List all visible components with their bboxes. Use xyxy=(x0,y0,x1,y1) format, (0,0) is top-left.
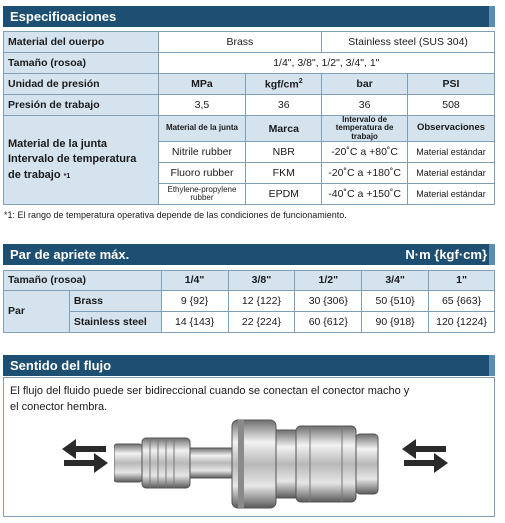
torque-value: 14 {143} xyxy=(161,312,228,333)
torque-size: 1" xyxy=(429,271,495,291)
seal-temp: -20˚C a +180˚C xyxy=(322,163,408,184)
body-material-brass: Brass xyxy=(158,32,322,53)
seal-obs: Material estándar xyxy=(408,142,495,163)
seal-col-temp: Intervalo de temperatura de trabajo xyxy=(322,116,408,142)
quick-coupler-image xyxy=(114,412,394,512)
bidirectional-arrow-icon xyxy=(400,436,450,476)
flow-description: El flujo del fluido puede ser bidireccional cuando se conectan el conector macho y el conector hembra. xyxy=(10,385,410,413)
torque-value: 120 {1224} xyxy=(429,312,495,333)
torque-size: 1/2" xyxy=(295,271,362,291)
body-material-stainless: Stainless steel (SUS 304) xyxy=(322,32,495,53)
torque-size: 3/4" xyxy=(362,271,429,291)
seal-col-obs: Observaciones xyxy=(408,116,495,142)
unit-mpa: MPa xyxy=(158,74,246,95)
pressure-bar: 36 xyxy=(322,95,408,116)
flow-title: Sentido del flujo xyxy=(10,358,112,373)
torque-value: 65 {663} xyxy=(429,291,495,312)
seal-material: Nitrile rubber xyxy=(158,142,246,163)
torque-section-header xyxy=(3,244,495,265)
torque-row-label: Stainless steel xyxy=(69,312,161,333)
seal-col-marca: Marca xyxy=(246,116,322,142)
torque-par-label: Par xyxy=(4,291,70,333)
body-material-label: Material del ouerpo xyxy=(4,32,159,53)
spec-section-header xyxy=(3,6,495,27)
unit-psi: PSI xyxy=(408,74,495,95)
flow-panel xyxy=(3,377,495,517)
seal-material: Ethylene-propylene rubber xyxy=(158,184,246,205)
seal-col-material: Material de la junta xyxy=(158,116,246,142)
spec-table xyxy=(3,31,495,205)
seal-marca: NBR xyxy=(246,142,322,163)
torque-unit: N·m {kgf·cm} xyxy=(405,247,487,262)
torque-row-label: Brass xyxy=(69,291,161,312)
torque-table xyxy=(3,270,495,333)
seal-marca: FKM xyxy=(246,163,322,184)
size-label: Tamaño (rosoa) xyxy=(4,53,159,74)
footnote: *1: El rango de temperatura operativa depende de las condiciones de funcionamiento. xyxy=(4,210,347,220)
pressure-kgf: 36 xyxy=(246,95,322,116)
torque-value: 9 {92} xyxy=(161,291,228,312)
seal-material: Fluoro rubber xyxy=(158,163,246,184)
torque-title: Par de apriete máx. xyxy=(10,247,130,262)
torque-size: 1/4" xyxy=(161,271,228,291)
pressure-mpa: 3,5 xyxy=(158,95,246,116)
seal-temp: -20˚C a +80˚C xyxy=(322,142,408,163)
seal-temp: -40˚C a +150˚C xyxy=(322,184,408,205)
pressure-unit-label: Unidad de presión xyxy=(4,74,159,95)
torque-size: 3/8" xyxy=(228,271,295,291)
torque-size-label: Tamaño (rosoa) xyxy=(4,271,162,291)
working-pressure-label: Presión de trabajo xyxy=(4,95,159,116)
unit-bar: bar xyxy=(322,74,408,95)
torque-value: 12 {122} xyxy=(228,291,295,312)
pressure-psi: 508 xyxy=(408,95,495,116)
flow-section-header xyxy=(3,355,495,376)
seal-label: Material de la junta Intervalo de temperatura de trabajo *1 xyxy=(4,116,159,205)
unit-kgf: kgf/$cm^2$ xyxy=(246,74,322,95)
torque-value: 30 {306} xyxy=(295,291,362,312)
torque-value: 90 {918} xyxy=(362,312,429,333)
seal-obs: Material estándar xyxy=(408,163,495,184)
seal-obs: Material estándar xyxy=(408,184,495,205)
torque-value: 50 {510} xyxy=(362,291,429,312)
bidirectional-arrow-icon xyxy=(60,436,110,476)
seal-marca: EPDM xyxy=(246,184,322,205)
size-value: 1/4", 3/8", 1/2", 3/4", 1" xyxy=(158,53,494,74)
spec-title: Especifioaciones xyxy=(10,9,117,24)
torque-value: 22 {224} xyxy=(228,312,295,333)
torque-value: 60 {612} xyxy=(295,312,362,333)
